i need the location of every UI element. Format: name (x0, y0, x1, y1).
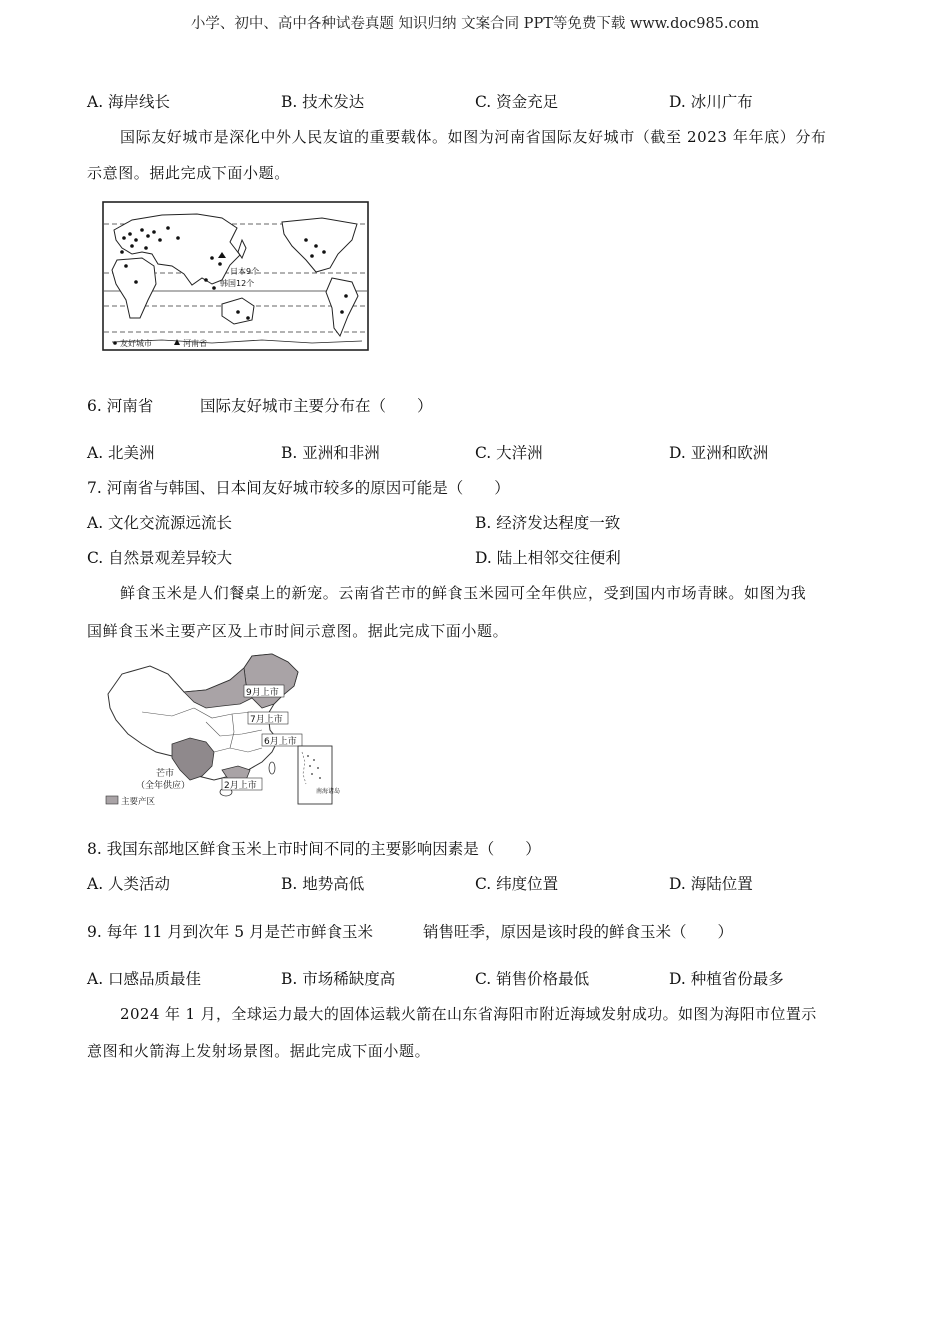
q6-option-a[interactable]: A. 北美洲 (87, 444, 155, 462)
q8-option-a[interactable]: A. 人类活动 (87, 875, 171, 893)
q9-stem-b: 销售旺季，原因是该时段的鲜食玉米（ ） (423, 923, 734, 941)
map2-legend: 主要产区 (121, 797, 156, 807)
q5-option-a[interactable]: A. 海岸线长 (87, 93, 171, 111)
q8-option-b[interactable]: B. 地势高低 (281, 875, 365, 893)
q8-stem: 8. 我国东部地区鲜食玉米上市时间不同的主要影响因素是（ ） (87, 840, 541, 858)
intro3-line2: 意图和火箭海上发射场景图。据此完成下面小题。 (87, 1042, 431, 1060)
q9-option-b[interactable]: B. 市场稀缺度高 (281, 970, 396, 988)
q9-option-d[interactable]: D. 种植省份最多 (669, 970, 784, 988)
q7-option-c[interactable]: C. 自然景观差异较大 (87, 549, 233, 567)
q7-option-a[interactable]: A. 文化交流源远流长 (87, 514, 233, 532)
map2-label-jun: 6月上市 (264, 737, 297, 747)
intro1-line1: 国际友好城市是深化中外人民友谊的重要载体。如图为河南省国际友好城市（截至 2023 年年底）分布 (120, 128, 827, 146)
map2-inset-label: 南海诸岛 (316, 788, 341, 795)
map2-label-feb: 2月上市 (224, 781, 257, 791)
page-header: 小学、初中、高中各种试卷真题 知识归纳 文案合同 PPT等免费下载 www.doc985.com (190, 16, 760, 32)
q6-stem-b: 国际友好城市主要分布在（ ） (200, 397, 433, 415)
q6-stem-a: 6. 河南省 (87, 397, 154, 415)
q7-option-b[interactable]: B. 经济发达程度一致 (475, 514, 621, 532)
map2-label-sep: 9月上市 (246, 688, 279, 698)
map1-label-japan: 日本9个 (230, 267, 260, 276)
map1-legend-province: 河南省 (183, 339, 207, 348)
map1-label-korea: 韩国12个 (220, 279, 255, 288)
q6-option-c[interactable]: C. 大洋洲 (475, 444, 543, 462)
q7-option-d[interactable]: D. 陆上相邻交往便利 (475, 549, 621, 567)
q5-option-b[interactable]: B. 技术发达 (281, 93, 365, 111)
q9-stem-a: 9. 每年 11 月到次年 5 月是芒市鲜食玉米 (87, 923, 374, 941)
q5-option-c[interactable]: C. 资金充足 (475, 93, 559, 111)
world-friendship-city-map (102, 200, 370, 352)
q8-option-c[interactable]: C. 纬度位置 (475, 875, 559, 893)
q7-stem: 7. 河南省与韩国、日本间友好城市较多的原因可能是（ ） (87, 479, 510, 497)
q5-option-d[interactable]: D. 冰川广布 (669, 93, 753, 111)
intro2-line2: 国鲜食玉米主要产区及上市时间示意图。据此完成下面小题。 (87, 622, 509, 640)
china-corn-map (102, 652, 341, 808)
q6-option-b[interactable]: B. 亚洲和非洲 (281, 444, 380, 462)
map2-label-allyear: （全年供应） (136, 781, 191, 791)
intro2-line1: 鲜食玉米是人们餐桌上的新宠。云南省芒市的鲜食玉米园可全年供应，受到国内市场青睐。如图为我 (120, 584, 807, 602)
intro1-line2: 示意图。据此完成下面小题。 (87, 164, 290, 182)
q9-option-c[interactable]: C. 销售价格最低 (475, 970, 590, 988)
q8-option-d[interactable]: D. 海陆位置 (669, 875, 753, 893)
map1-legend-city: 友好城市 (120, 339, 152, 348)
q9-option-a[interactable]: A. 口感品质最佳 (87, 970, 202, 988)
map2-label-jul: 7月上市 (250, 715, 283, 725)
q6-option-d[interactable]: D. 亚洲和欧洲 (669, 444, 769, 462)
intro3-line1: 2024 年 1 月，全球运力最大的固体运载火箭在山东省海阳市附近海域发射成功。如图为海阳市位置示 (120, 1005, 817, 1023)
map2-label-mangshi: 芒市 (156, 769, 175, 779)
